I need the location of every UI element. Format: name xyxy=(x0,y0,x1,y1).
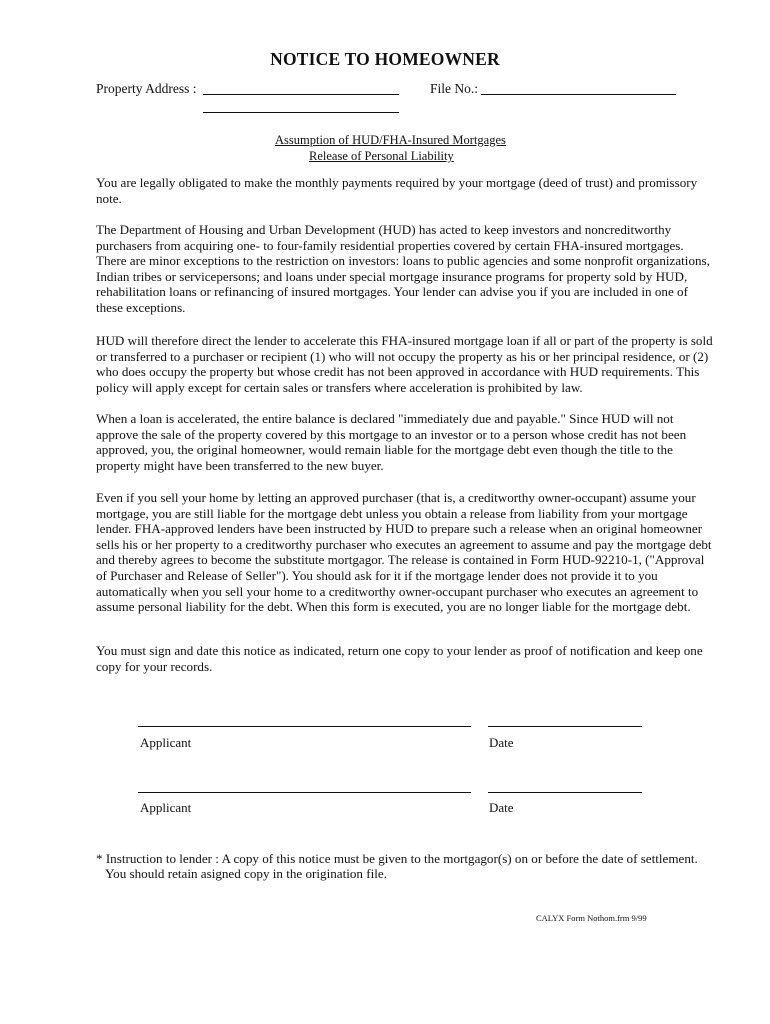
applicant-signature-line[interactable] xyxy=(138,792,471,793)
subheading-line1: Assumption of HUD/FHA-Insured Mortgages xyxy=(275,133,506,147)
applicant-label: Applicant xyxy=(140,800,192,815)
instruction-line1: * Instruction to lender : A copy of this notice must be given to the mortgagor(s) on or before the date of settlement. xyxy=(96,851,698,866)
paragraph-accelerated-loan: When a loan is accelerated, the entire balance is declared "immediately due and payable." Since HUD will not approve the sale of the property covered by this mortgage to an investor or to a person whose credit has not been approved, you, the original homeowner, would remain liable for the mortgage debt even though the title to the property might have been transferred to the new buyer. xyxy=(96,411,687,473)
date-label: Date xyxy=(489,735,514,750)
instruction-line2: You should retain asigned copy in the origination file. xyxy=(105,866,387,881)
date-signature-line[interactable] xyxy=(488,792,642,793)
page-title: NOTICE TO HOMEOWNER xyxy=(270,49,500,69)
date-signature-line[interactable] xyxy=(488,726,642,727)
property-address-label: Property Address : xyxy=(96,81,197,96)
property-address-field[interactable] xyxy=(203,94,399,95)
property-address-field-line2[interactable] xyxy=(203,112,399,113)
subheading-line2: Release of Personal Liability xyxy=(309,149,454,163)
applicant-signature-line[interactable] xyxy=(138,726,471,727)
paragraph-release-liability: Even if you sell your home by letting an approved purchaser (that is, a creditworthy owner-occupant) assume your mortgage, you are still liable for the mortgage debt unless you obtain a release from liability from your mortgage lender. FHA-approved lenders have been instructed by HUD to prepare such a release when an original homeowner sells his or her property to a creditworthy purchaser who executes an agreement to assume and pay the mortgage debt and thereby agrees to become the substitute mortgagor. The release is contained in Form HUD-92210-1, ("Approval of Purchaser and Release of Seller"). You should ask for it if the mortgage lender does not provide it to you automatically when you sell your home to a creditworthy owner-occupant purchaser who executes an agreement to assume personal liability for the debt. When this form is executed, you are no longer liable for the mortgage debt. xyxy=(96,490,712,615)
paragraph-sign-date: You must sign and date this notice as indicated, return one copy to your lender as proof of notification and keep one copy for your records. xyxy=(96,643,703,674)
paragraph-obligation: You are legally obligated to make the monthly payments required by your mortgage (deed of trust) and promissory note. xyxy=(96,175,698,206)
paragraph-hud-restriction: The Department of Housing and Urban Development (HUD) has acted to keep investors and noncreditworthy purchasers from acquiring one- to four-family residential properties covered by certain FHA-insured mortgages. There are minor exceptions to the restriction on investors: loans to public agencies and some nonprofit organizations, Indian tribes or servicepersons; and loans under special mortgage insurance programs for property sold by HUD, rehabilitation loans or refinancing of insured mortgages. Your lender can advise you if you are included in one of these exceptions. xyxy=(96,222,710,315)
date-label: Date xyxy=(489,800,514,815)
paragraph-acceleration: HUD will therefore direct the lender to accelerate this FHA-insured mortgage loan if all or part of the property is sold or transferred to a purchaser or recipient (1) who will not occupy the property as his or her principal residence, or (2) who does occupy the property but whose credit has not been approved in accordance with HUD requirements. This policy will apply except for certain sales or transfers where acceleration is prohibited by law. xyxy=(96,333,713,395)
applicant-label: Applicant xyxy=(140,735,192,750)
file-no-field[interactable] xyxy=(481,94,676,95)
form-footer-id: CALYX Form Nothom.frm 9/99 xyxy=(536,913,647,923)
file-no-label: File No.: xyxy=(430,81,479,96)
